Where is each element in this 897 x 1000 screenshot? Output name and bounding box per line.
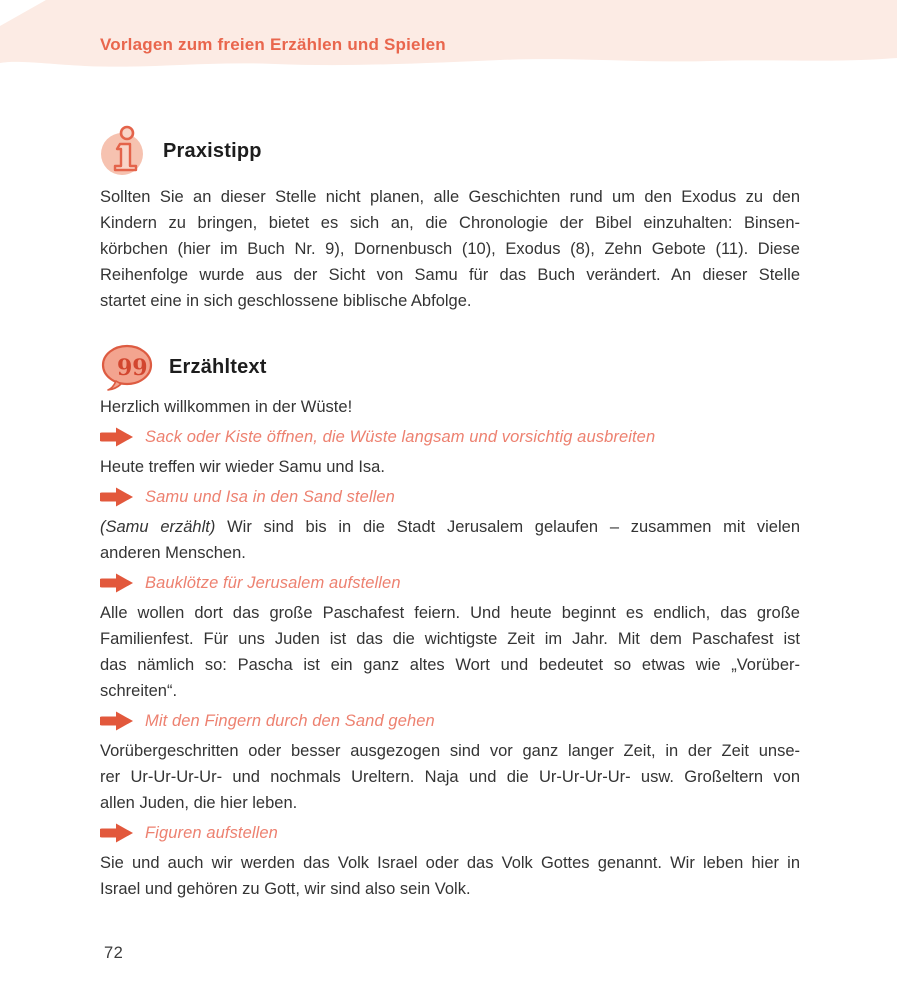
chapter-header-title: Vorlagen zum freien Erzählen und Spielen: [100, 35, 446, 54]
erzaehltext-heading-row: [100, 340, 800, 394]
stage-direction: [100, 820, 800, 846]
svg-text:99: 99: [117, 355, 148, 381]
text-line: Kindern zu bringen, bietet es sich an, die Chronologie der Bibel einzuhalten: Binsen-: [100, 214, 800, 232]
text-line: Vorübergeschritten oder besser ausgezogen sind vor ganz langer Zeit, in der Zeit unse-: [100, 742, 800, 760]
text-line: körbchen (hier im Buch Nr. 9), Dornenbusch (10), Exodus (8), Zehn Gebote (11). Diese: [100, 240, 800, 258]
stage-direction: [100, 424, 800, 450]
speaker-cue: (Samu erzählt): [100, 518, 216, 536]
text-line: anderen Menschen.: [100, 544, 246, 562]
arrow-right-icon: [100, 426, 134, 448]
narration-line: Herzlich willkommen in der Wüste!: [100, 398, 353, 416]
text-line: Sie und auch wir werden das Volk Israel oder das Volk Gottes genannt. Wir leben hier in: [100, 854, 800, 872]
text-line: Familienfest. Für uns Juden ist das die wichtigste Zeit im Jahr. Mit dem Paschafest ist: [100, 630, 800, 648]
text-line: startet eine in sich geschlossene biblische Abfolge.: [100, 292, 472, 310]
stage-direction-text: Mit den Fingern durch den Sand gehen: [145, 711, 435, 730]
praxistipp-paragraph: [100, 184, 800, 314]
arrow-right-icon: [100, 822, 134, 844]
stage-direction-text: Figuren aufstellen: [145, 823, 278, 842]
arrow-right-icon: [100, 486, 134, 508]
arrow-right-icon: [100, 572, 134, 594]
narration-paragraph: [100, 738, 800, 816]
erzaehltext-title: Erzähltext: [169, 355, 267, 378]
text-line: Alle wollen dort das große Paschafest feiern. Und heute beginnt es endlich, das große: [100, 604, 800, 622]
praxistipp-heading-row: [100, 124, 800, 178]
text-line: Sollten Sie an dieser Stelle nicht planen, alle Geschichten rund um den Exodus zu den: [100, 188, 800, 206]
narration-paragraph: [100, 514, 800, 566]
text-line: [100, 514, 800, 540]
narration-paragraph: [100, 600, 800, 704]
text-line: das nämlich so: Pascha ist ein ganz altes Wort und bedeutet so etwas wie „Vorüber-: [100, 656, 800, 674]
text-span: Wir sind bis in die Stadt Jerusalem gelaufen – zusammen mit vielen: [227, 518, 801, 536]
stage-direction-text: Sack oder Kiste öffnen, die Wüste langsam und vorsichtig ausbreiten: [145, 427, 656, 446]
stage-direction-text: Samu und Isa in den Sand stellen: [145, 487, 395, 506]
stage-direction: [100, 570, 800, 596]
page-content: [100, 0, 800, 902]
info-icon: [100, 124, 148, 178]
stage-direction: [100, 708, 800, 734]
praxistipp-title: Praxistipp: [163, 139, 262, 162]
text-line: Reihenfolge wurde aus der Sicht von Samu für das Buch verändert. An dieser Stelle: [100, 266, 800, 284]
text-line: allen Juden, die hier leben.: [100, 794, 298, 812]
text-line: Israel und gehören zu Gott, wir sind also sein Volk.: [100, 880, 471, 898]
arrow-right-icon: [100, 710, 134, 732]
stage-direction: [100, 484, 800, 510]
text-line: rer Ur-Ur-Ur-Ur- und nochmals Ureltern. Naja und die Ur-Ur-Ur-Ur- usw. Großeltern von: [100, 768, 800, 786]
quote-bubble-icon: [100, 342, 154, 392]
narration-paragraph: [100, 850, 800, 902]
text-line: schreiten“.: [100, 682, 178, 700]
page-number: 72: [104, 944, 124, 962]
stage-direction-text: Bauklötze für Jerusalem aufstellen: [145, 573, 401, 592]
narration-line: Heute treffen wir wieder Samu und Isa.: [100, 458, 385, 476]
